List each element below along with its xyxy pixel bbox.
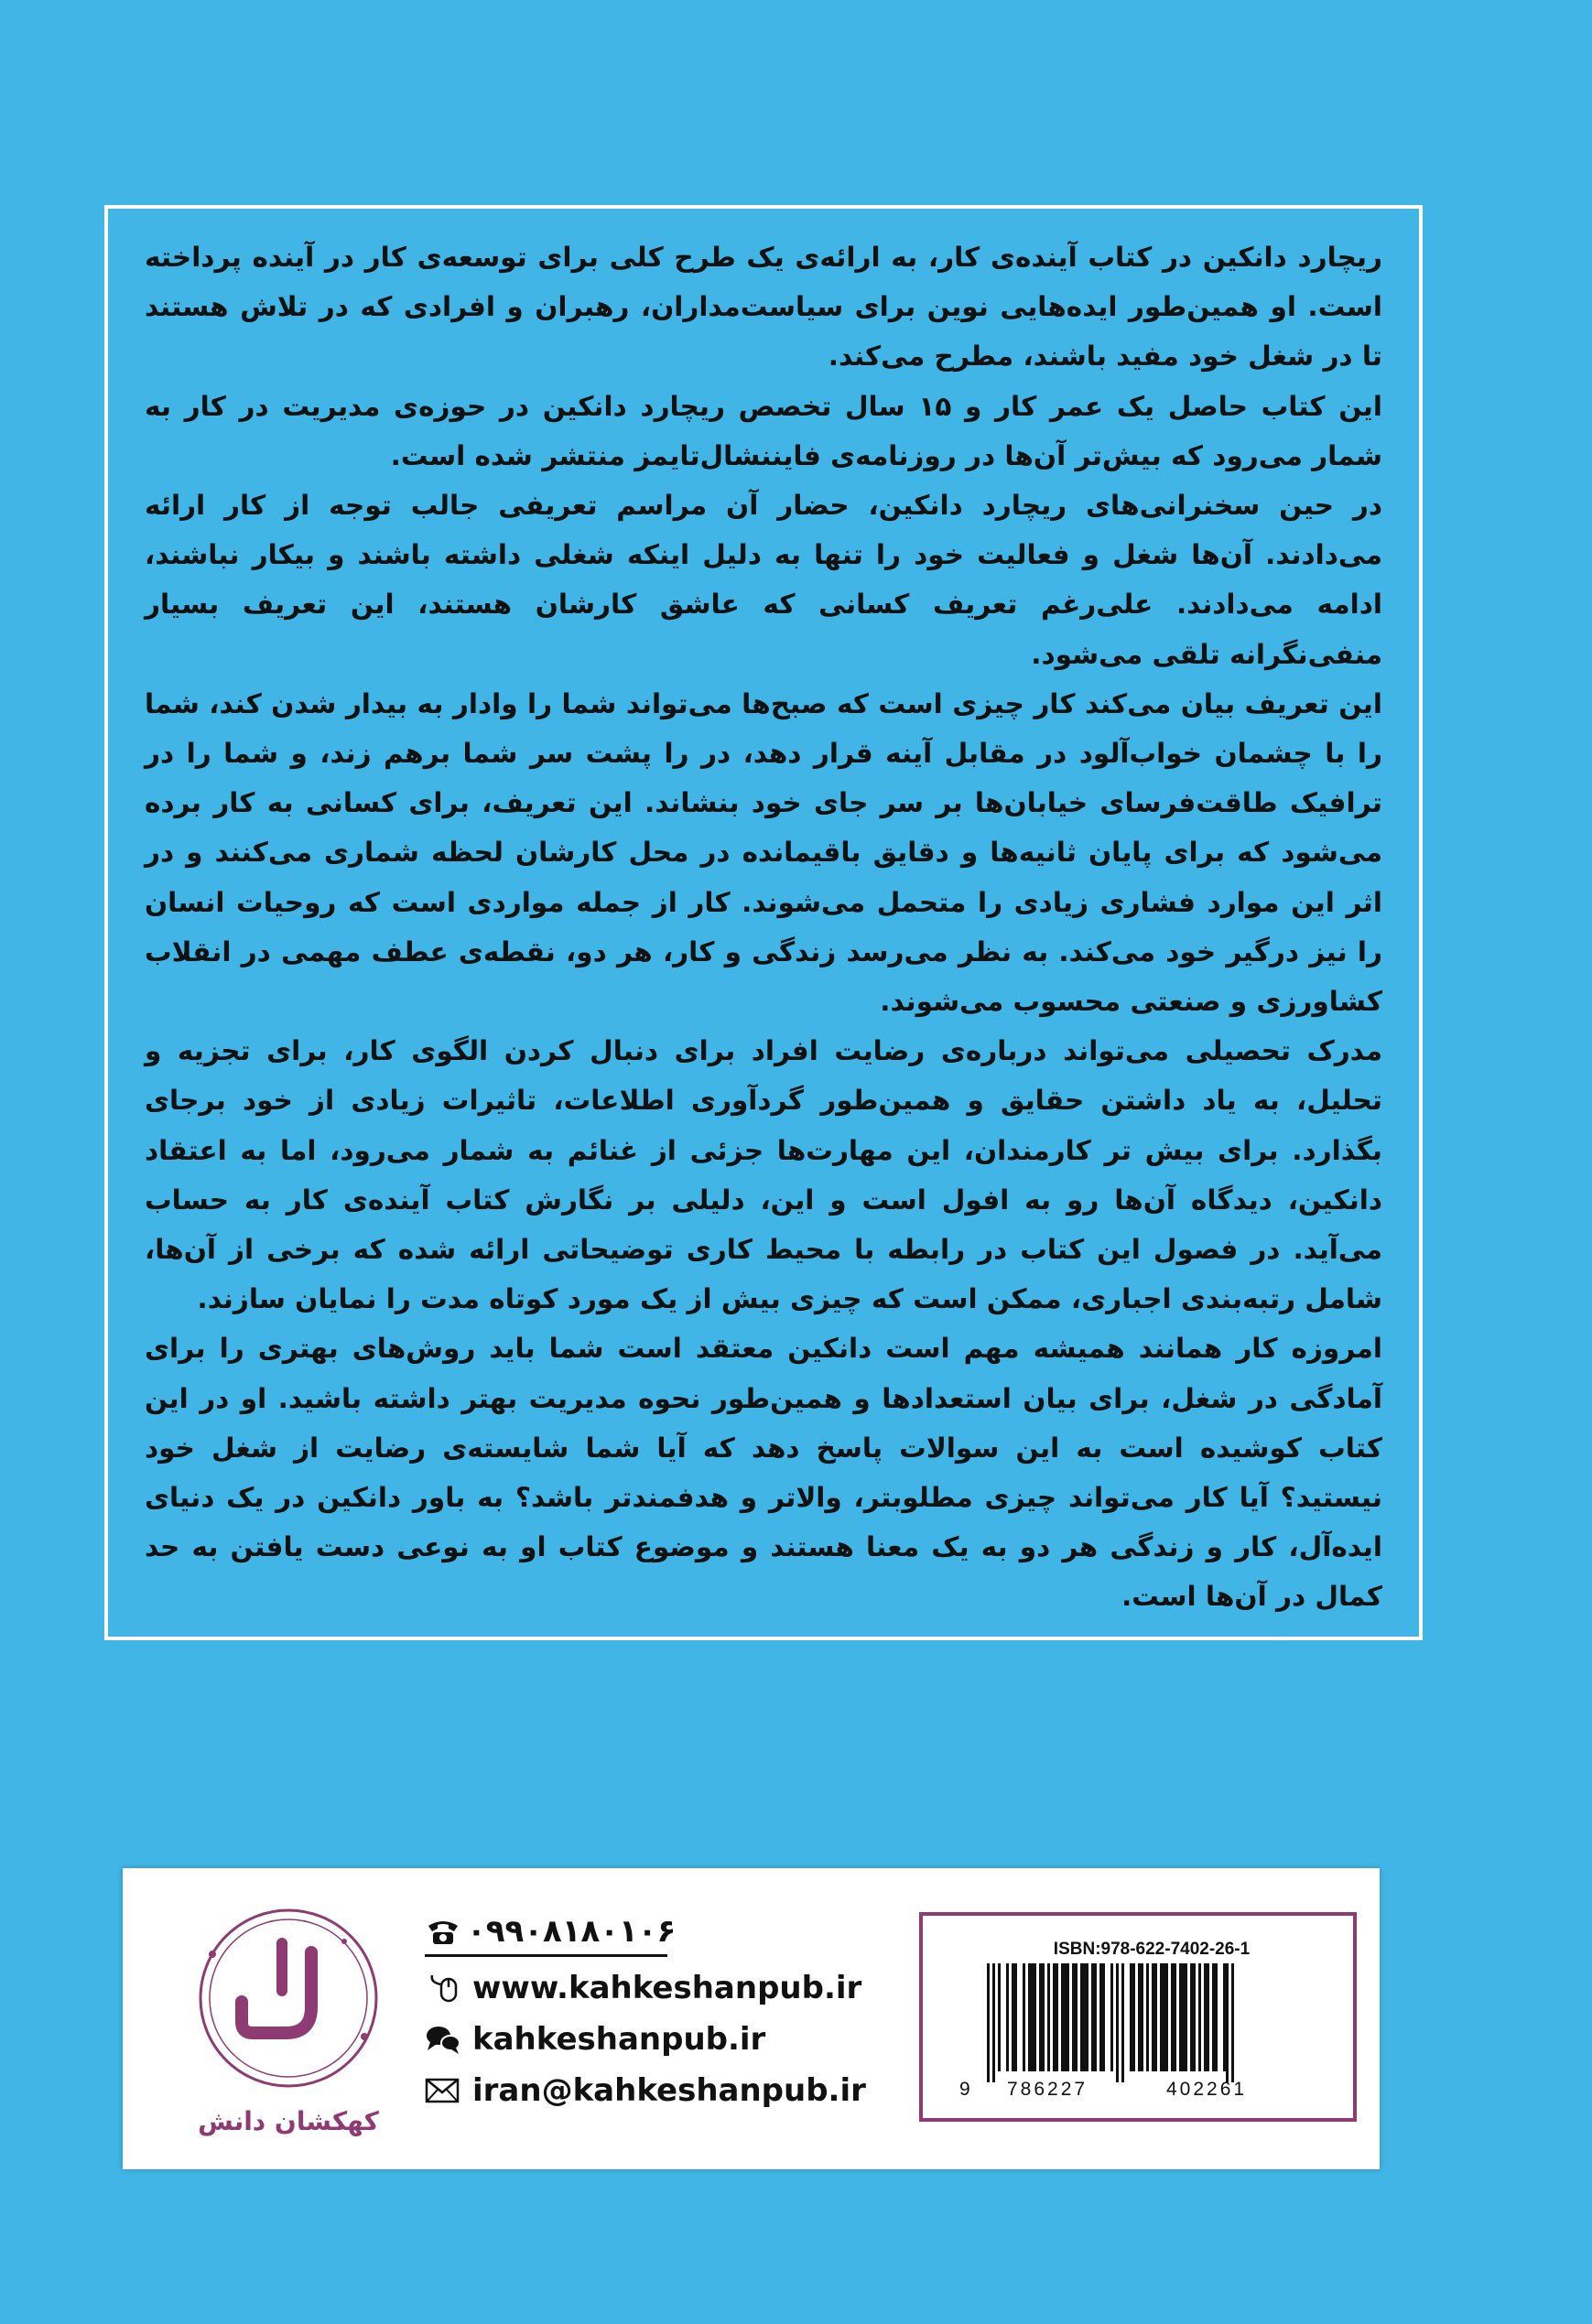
publisher-logo [174,1899,403,2146]
paragraph-2: این کتاب حاصل یک عمر کار و ۱۵ سال تخصص ریچارد دانکین در حوزه‌ی مدیریت در کار به شمار می‌رود که بیش‌تر آن‌ها در روزنامه‌ی فایننشال‌تایمز منتشر شده است. [145,390,1382,471]
website-row [425,1962,873,2014]
barcode-bar [1130,1963,1135,2071]
barcode-bar [1072,1963,1078,2071]
barcode-bar [1006,1963,1009,2071]
social-row [425,2014,873,2065]
publisher-panel [123,1868,1380,2169]
paragraph-4: این تعریف بیان می‌کند کار چیزی است که صبح‌ها می‌تواند شما را وادار به بیدار شدن کند، شما را با چشمان خواب‌آلود در مقابل آینه قرار دهد، در را پشت سر شما برهم زند، و شما را در ترافیک طاقت‌فرسای خیابان‌ها بر سر جای خود بنشاند. این تعریف، برای کسانی به کار برده می‌شود که برای پایان ثانیه‌ها و دقایق باقیمانده در محل کارشان لحظه شماری می‌کنند و در اثر این موارد فشاری زیادی را متحمل می‌شوند. کار از جمله مواردی است که روحیات انسان را نیز درگیر خود می‌کند. به نظر می‌رسد زندگی و کار، هر دو، نقطه‌ی عطف مهمی در انقلاب کشاورزی و صنعتی محسوب می‌شوند. [145,687,1382,1018]
phone-row [425,1908,677,1957]
paragraph-6: امروزه کار همانند همیشه مهم است دانکین معتقد است شما باید روش‌های بهتری را برای آمادگی در شغل، برای بیان استعدادها و همین‌طور نحوه مدیریت بهتر داشته باشید. او در این کتاب کوشیده است به این سوالات پاسخ دهد که آیا شما شایسته‌ی رضایت از شغل خود نیستید؟ آیا کار می‌تواند چیزی مطلوبتر، والاتر و هدفمندتر باشد؟ به باور دانکین در یک دنیای ایده‌آل، کار و زندگی هر دو به یک معنا هستند و موضوع کتاب او به نوعی دست یافتن به حد کمال در آن‌ها است. [145,1333,1382,1613]
paragraph-3: در حین سخنرانی‌های ریچارد دانکین، حضار آن مراسم تعریفی جالب توجه از کار ارائه می‌دادند. آن‌ها شغل و فعالیت خود را تنها به دلیل اینکه شغلی داشته باشند و بیکار نباشند، ادامه می‌دادند. علی‌رغم تعریف کسانی که عاشق کارشان هستند، این تعریف بسیار منفی‌نگرانه تلقی می‌شود. [145,490,1382,670]
phone-icon [425,1913,461,1950]
barcode-bar [1080,1963,1088,2071]
paragraph-1: ریچارد دانکین در کتاب آینده‌ی کار، به ارائه‌ی یک طرح کلی برای توسعه‌ی کار در آینده پرداخته است. او همین‌طور ایده‌هایی نوین برای سیاست‌مداران، رهبران و افرادی که در تلاش هستند تا در شغل خود مفید باشند، مطرح می‌کند. [145,242,1382,373]
barcode-bar [1204,1963,1209,2071]
barcode-bars [980,1963,1305,2082]
barcode [959,1940,1313,2102]
paragraph-5: مدرک تحصیلی می‌تواند درباره‌ی رضایت افراد برای دنبال کردن الگوی کار، برای تجزیه و تحلیل، به یاد داشتن حقایق و همین‌طور گردآوری اطلاعات، تاثیرات زیادی از خود برجای بگذارد. برای بیش تر کارمندان، این مهارت‌ها جزئی از غنائم به شمار می‌رود، اما به اعتقاد دانکین، دیدگاه آن‌ها رو به افول است و این، دلیلی بر نگارش کتاب آینده‌ی کار به حساب می‌آید. در فصول این کتاب در رابطه با محیط کاری توضیحاتی ارائه شده که برخی از آن‌ها، شامل رتبه‌بندی اجباری، ممکن است که چیزی بیش از یک مورد کوتاه مدت را نمایان سازند. [145,1035,1382,1315]
barcode-right-digits: 402261 [1166,2079,1248,2100]
publisher-logo-icon [174,1899,403,2146]
website-link[interactable]: www.kahkeshanpub.ir [472,1970,862,2006]
barcode-bar [1012,1963,1017,2071]
contact-list [425,1908,873,2116]
barcode-bar [1160,1963,1168,2071]
barcode-bar [1138,1963,1143,2071]
email-address[interactable]: iran@kahkeshanpub.ir [472,2072,866,2109]
barcode-left-digits: 786227 [1007,2079,1088,2100]
barcode-bar [1171,1963,1176,2071]
barcode-bar [992,1963,995,2082]
barcode-bar [1061,1963,1069,2071]
envelope-icon [425,2072,467,2109]
barcode-bar [1121,1963,1124,2082]
publisher-logo-text: کهکشان دانش [198,2106,379,2136]
barcode-bar [1116,1963,1119,2082]
barcode-bar [1198,1963,1201,2071]
barcode-bar [1099,1963,1105,2071]
barcode-lead-digit: 9 [959,2079,970,2100]
social-handle[interactable]: kahkeshanpub.ir [472,2021,766,2058]
barcode-bar [1212,1963,1218,2071]
description-box [104,205,1423,1640]
isbn-label: ISBN:978-622-7402-26-1 [1053,1940,1251,1959]
barcode-bar [1152,1963,1157,2071]
barcode-bar [1047,1963,1050,2071]
barcode-bar [1190,1963,1196,2071]
barcode-bar [1091,1963,1097,2071]
barcode-bar [998,1963,1001,2071]
barcode-bar [1039,1963,1045,2071]
barcode-bar [1223,1963,1226,2071]
barcode-bar [1053,1963,1058,2071]
barcode-bar [1110,1963,1113,2071]
barcode-frame [919,1912,1357,2122]
mouse-icon [425,1970,467,2006]
barcode-bar [1028,1963,1036,2071]
email-row [425,2065,873,2116]
barcode-bar [1023,1963,1025,2071]
chat-bubbles-icon [425,2021,467,2058]
barcode-bar [1179,1963,1187,2071]
barcode-bar [987,1963,990,2082]
barcode-bar [1226,1963,1229,2082]
barcode-bar [1231,1963,1234,2082]
barcode-bar [1146,1963,1149,2071]
phone-number[interactable]: ۰۹۹۰۸۱۸۰۱۰۶ [467,1913,677,1950]
